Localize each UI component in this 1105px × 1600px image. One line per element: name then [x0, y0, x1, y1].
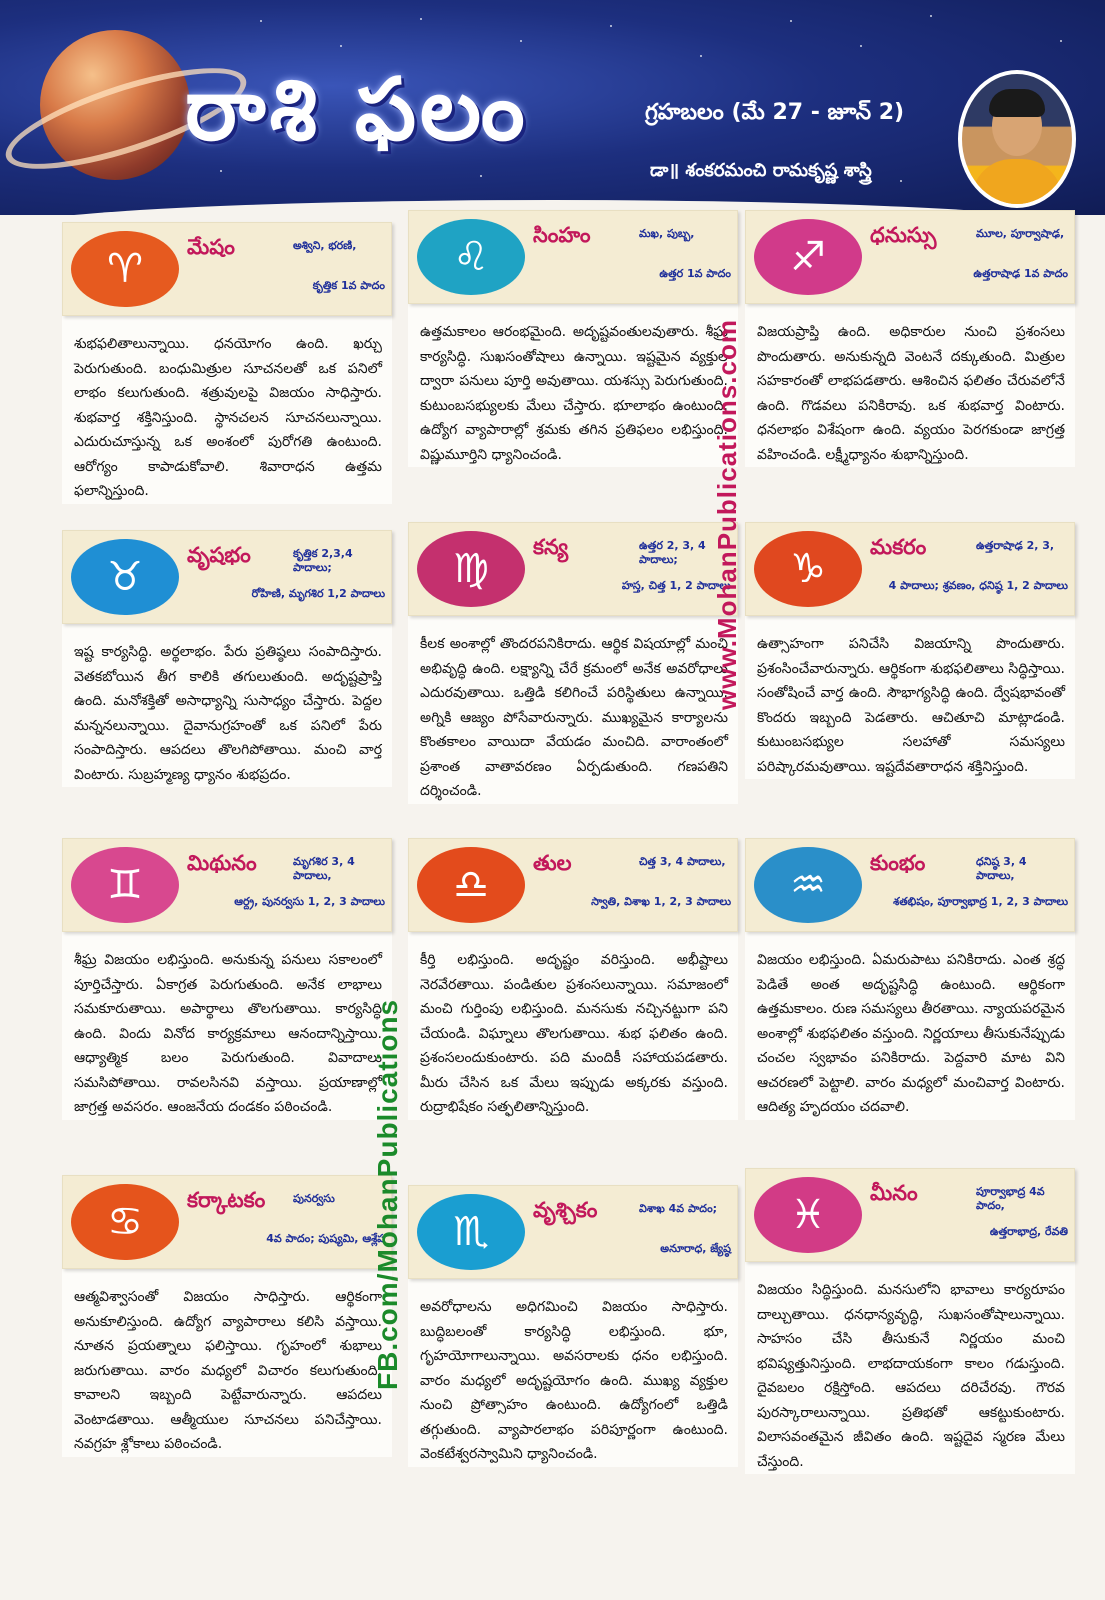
sign-name: తుల: [533, 851, 572, 875]
sign-card-header: [62, 838, 392, 932]
forecast-text: అవరోధాలను అధిగమించి విజయం సాధిస్తారు. బుద్ధిబలంతో కార్యసిద్ధి లభిస్తుంది. భూ, గృహయోగాలున్నాయి. అవసరాలకు ధనం లభిస్తుంది. వారం మధ్యలో అదృష్టయోగం ఉంది. ముఖ్య వ్యక్తుల నుంచి ప్రోత్సాహం ఉంటుంది. ఉద్యోగంలో ఒత్తిడి తగ్గుతుంది. వ్యాపారలాభం పరిపూర్ణంగా ఉంటుంది. వెంకటేశ్వరస్వామిని ధ్యానించండి.: [420, 1299, 728, 1462]
sign-name: కన్య: [533, 535, 569, 559]
sign-card-mithunam: [62, 838, 392, 1120]
nakshatra-line-1: మృగశిర 3, 4 పాదాలు,: [293, 855, 355, 882]
nakshatra-line-2: ఉత్తరాభాద్ర, రేవతి: [989, 1225, 1068, 1238]
forecast-text: విజయం లభిస్తుంది. ఏమరుపాటు పనికిరాదు. ఎంత శ్రద్ధ పెడితే అంత అదృష్టసిద్ధి ఉంటుంది. ఆర్థికంగా ఉత్తమకాలం. రుణ సమస్యలు తీరతాయి. న్యాయపరమైన అంశాల్లో శుభఫలితం వస్తుంది. నిర్ణయాలు తీసుకునేప్పుడు చంచల స్వభావం పనికిరాదు. పెద్దవారి మాట విని ఆచరణలో పెట్టాలి. వారం మధ్యలో మంచివార్త వింటారు. ఆదిత్య హృదయం చదవాలి.: [757, 952, 1065, 1115]
forecast-text: కీర్తి లభిస్తుంది. అదృష్టం వరిస్తుంది. అభీష్టాలు నెరవేరతాయి. పండితుల ప్రశంసలున్నాయి. సమాజంలో మంచి గుర్తింపు లభిస్తుంది. మనసుకు నచ్చినట్టుగా పని చేయండి. విఘ్నాలు తొలగుతాయి. శుభ ఫలితం ఉంది. ప్రశంసలందుకుంటారు. పది మందికీ సహాయపడతారు. మీరు చేసిన ఒక మేలు ఇప్పుడు అక్కరకు వస్తుంది. రుద్రాభిషేకం సత్ఫలితాన్నిస్తుంది.: [420, 952, 728, 1115]
sign-name: కర్కాటకం: [187, 1188, 266, 1212]
nakshatra-line-1: చిత్త 3, 4 పాదాలు,: [639, 855, 726, 868]
taurus-icon: ♉: [71, 539, 179, 615]
sign-card-vruschikam: [408, 1185, 738, 1467]
sign-card-header: [62, 222, 392, 316]
sign-card-kumbham: [745, 838, 1075, 1120]
sign-card-header: [745, 210, 1075, 304]
pisces-icon: ♓: [754, 1177, 862, 1253]
sign-card-header: [745, 838, 1075, 932]
sign-card-header: [62, 1175, 392, 1269]
forecast-text: ఉత్సాహంగా పనిచేసి విజయాన్ని పొందుతారు. ప్రశంసించేవారున్నారు. ఆర్థికంగా శుభఫలితాలు సిద్ధిస్తాయి. సంతోషించే వార్త ఉంది. సౌభాగ్యసిద్ధి ఉంది. ద్వేషభావంతో కొందరు ఇబ్బంది పెడతారు. ఆచితూచి మాట్లాడండి. కుటుంబసభ్యుల సలహాతో సమస్యలు పరిష్కారమవుతాయి. ఇష్టదేవతారాధన శక్తినిస్తుంది.: [757, 636, 1065, 775]
nakshatra-line-1: ఉత్తరాషాఢ 2, 3,: [976, 539, 1055, 552]
sign-card-meenam: [745, 1168, 1075, 1474]
forecast-text: విజయప్రాప్తి ఉంది. అధికారుల నుంచి ప్రశంసలు పొందుతారు. అనుకున్నది వెంటనే దక్కుతుంది. మిత్రుల సహకారంతో లాభపడతారు. ఆశించిన ఫలితం చేరువలోనే ఉంది. గొడవలు పనికిరావు. ఒక శుభవార్త వింటారు. ధనలాభం విశేషంగా ఉంది. వ్యయం పెరగకుండా జాగ్రత్త వహించండి. లక్ష్మీధ్యానం శుభాన్నిస్తుంది.: [757, 324, 1065, 463]
sign-name: సింహం: [533, 223, 591, 247]
nakshatra-line-1: ఉత్తర 2, 3, 4 పాదాలు;: [639, 539, 706, 566]
aquarius-icon: ♒: [754, 847, 862, 923]
nakshatra-line-2: ఆర్ద్ర, పునర్వసు 1, 2, 3 పాదాలు: [234, 895, 385, 908]
author-photo: [958, 70, 1076, 208]
sign-name: వృషభం: [187, 543, 251, 567]
sign-name: మేషం: [187, 235, 235, 259]
scorpio-icon: ♏: [417, 1194, 525, 1270]
forecast-text: ఆత్మవిశ్వాసంతో విజయం సాధిస్తారు. ఆర్థికంగా అనుకూలిస్తుంది. ఉద్యోగ వ్యాపారాలు కలిసి వస్తాయి. నూతన ప్రయత్నాలు ఫలిస్తాయి. గృహంలో శుభాలు జరుగుతాయి. వారం మధ్యలో విచారం కలుగుతుంది. కావాలని ఇబ్బంది పెట్టేవారున్నారు. ఆపదలు వెంటాడతాయి. ఆత్మీయుల సూచనలు పనిచేస్తాయి. నవగ్రహ శ్లోకాలు పఠించండి.: [74, 1289, 382, 1452]
nakshatra-line-2: 4 పాదాలు; శ్రవణం, ధనిష్ఠ 1, 2 పాదాలు: [888, 579, 1068, 592]
website-watermark: www.MohanPublications.com: [712, 319, 742, 710]
sign-card-tula: [408, 838, 738, 1120]
sign-card-karkatakam: [62, 1175, 392, 1457]
nakshatra-line-2: కృత్తిక 1వ పాదం: [312, 279, 385, 292]
nakshatra-line-2: శతభిషం, పూర్వాభాద్ర 1, 2, 3 పాదాలు: [893, 895, 1068, 908]
forecast-text: ఉత్తమకాలం ఆరంభమైంది. అదృష్టవంతులవుతారు. శీఘ్ర కార్యసిద్ధి. సుఖసంతోషాలు ఉన్నాయి. ఇష్టమైన వ్యక్తుల ద్వారా పనులు పూర్తి అవుతాయి. యశస్సు పెరుగుతుంది. కుటుంబసభ్యులకు మేలు చేస్తారు. భూలాభం ఉంటుంది. ఉద్యోగ వ్యాపారాల్లో శ్రమకు తగిన ప్రతిఫలం లభిస్తుంది. విష్ణుమూర్తిని ధ్యానించండి.: [420, 324, 728, 463]
sign-name: మీనం: [870, 1181, 918, 1205]
aries-icon: ♈: [71, 231, 179, 307]
nakshatra-line-2: ఉత్తరాషాఢ 1వ పాదం: [973, 267, 1068, 280]
sagittarius-icon: ♐: [754, 219, 862, 295]
nakshatra-line-2: ఉత్తర 1వ పాదం: [659, 267, 731, 280]
sign-card-header: [745, 522, 1075, 616]
sign-name: ధనుస్సు: [870, 223, 937, 247]
sign-card-makaram: [745, 522, 1075, 779]
nakshatra-line-1: కృత్తిక 2,3,4 పాదాలు;: [293, 547, 353, 574]
cancer-icon: ♋: [71, 1184, 179, 1260]
forecast-text: శుభఫలితాలున్నాయి. ధనయోగం ఉంది. ఖర్చు పెరుగుతుంది. బంధుమిత్రుల సూచనలతో ఒక పనిలో లాభం కలుగుతుంది. శత్రువులపై విజయం సాధిస్తారు. శుభవార్త శక్తినిస్తుంది. స్థానచలన సూచనలున్నాయి. ఎదురుచూస్తున్న ఒక అంశంలో పురోగతి ఉంటుంది. ఆరోగ్యం కాపాడుకోవాలి. శివారాధన ఉత్తమ ఫలాన్నిస్తుంది.: [74, 336, 382, 499]
sign-card-header: [408, 838, 738, 932]
sign-card-vrushabham: [62, 530, 392, 787]
capricorn-icon: ♑: [754, 531, 862, 607]
sign-card-header: [745, 1168, 1075, 1262]
sign-name: కుంభం: [870, 851, 926, 875]
nakshatra-line-1: అశ్విని, భరణి,: [293, 239, 357, 252]
nakshatra-line-2: హస్త, చిత్త 1, 2 పాదాలు: [621, 579, 731, 592]
sign-name: మకరం: [870, 535, 927, 559]
libra-icon: ♎: [417, 847, 525, 923]
sign-name: వృశ్చికం: [533, 1198, 598, 1222]
nakshatra-line-1: పునర్వసు: [293, 1192, 335, 1205]
nakshatra-line-2: స్వాతి, విశాఖ 1, 2, 3 పాదాలు: [591, 895, 731, 908]
author-name: డా॥ శంకరమంచి రామకృష్ణ శాస్త్రి: [650, 160, 872, 181]
nakshatra-line-1: మఖ, పుబ్బ,: [639, 227, 695, 240]
nakshatra-line-2: రోహిణి, మృగశిర 1,2 పాదాలు: [251, 587, 385, 600]
sign-card-kanya: [408, 522, 738, 804]
nakshatra-line-1: పూర్వాభాద్ర 4వ పాదం,: [976, 1185, 1045, 1212]
facebook-watermark: FB.com/MohanPublications: [372, 998, 403, 1390]
forecast-text: ఇష్ట కార్యసిద్ధి. అర్థలాభం. పేరు ప్రతిష్ఠలు సంపాదిస్తారు. వెతకబోయిన తీగ కాలికి తగులుతుంది. అదృష్టప్రాప్తి ఉంది. మనోశక్తితో అసాధ్యాన్ని సుసాధ్యం చేస్తారు. పెద్దల మన్ననలున్నాయి. దైవానుగ్రహంతో ఒక పనిలో పేరు సంపాదిస్తారు. ఆపదలు తొలగిపోతాయి. మంచి వార్త వింటారు. సుబ్రహ్మణ్య ధ్యానం శుభప్రదం.: [74, 644, 382, 783]
forecast-text: విజయం సిద్ధిస్తుంది. మనసులోని భావాలు కార్యరూపం దాల్చుతాయి. ధనధాన్యవృద్ధి, సుఖసంతోషాలున్నాయి. సాహసం చేసి తీసుకునే నిర్ణయం మంచి భవిష్యత్తునిస్తుంది. లాభదాయకంగా కాలం గడుస్తుంది. దైవబలం రక్షిస్తోంది. ఆపదలు దరిచేరవు. గౌరవ పురస్కారాలున్నాయి. ప్రతిభతో ఆకట్టుకుంటారు. విలాసవంతమైన జీవితం ఉంది. ఇష్టదైవ స్మరణ మేలు చేస్తుంది.: [757, 1282, 1065, 1470]
masthead: [0, 0, 1105, 215]
sign-card-header: [408, 210, 738, 304]
gemini-icon: ♊: [71, 847, 179, 923]
sign-card-header: [408, 522, 738, 616]
virgo-icon: ♍: [417, 531, 525, 607]
sign-card-header: [62, 530, 392, 624]
nakshatra-line-2: 4వ పాదం; పుష్యమి, ఆశ్లేష: [266, 1232, 385, 1245]
sign-card-header: [408, 1185, 738, 1279]
nakshatra-line-1: విశాఖ 4వ పాదం;: [639, 1202, 718, 1215]
forecast-text: శీఘ్ర విజయం లభిస్తుంది. అనుకున్న పనులు సకాలంలో పూర్తిచేస్తారు. ఏకాగ్రత పెరుగుతుంది. అనేక లాభాలు సమకూరుతాయి. అపార్థాలు తొలగుతాయి. కార్యసిద్ధి ఉంది. విందు వినోద కార్యక్రమాలు ఆనందాన్నిస్తాయి. ఆధ్యాత్మిక బలం పెరుగుతుంది. వివాదాలు సమసిపోతాయి. రావలసినవి వస్తాయి. ప్రయాణాల్లో జాగ్రత్త అవసరం. ఆంజనేయ దండకం పఠించండి.: [74, 952, 382, 1115]
nakshatra-line-1: ధనిష్ఠ 3, 4 పాదాలు,: [976, 855, 1027, 882]
sign-card-simham: [408, 210, 738, 467]
nakshatra-line-1: మూల, పూర్వాషాఢ,: [976, 227, 1065, 240]
page-title: రాశి ఫలం: [185, 60, 529, 160]
sign-name: మిథునం: [187, 851, 257, 875]
leo-icon: ♌: [417, 219, 525, 295]
nakshatra-line-2: అనూరాధ, జ్యేష్ఠ: [660, 1242, 731, 1255]
forecast-text: కీలక అంశాల్లో తొందరపనికిరాదు. ఆర్థిక విషయాల్లో మంచి అభివృద్ధి ఉంది. లక్ష్యాన్ని చేరే క్రమంలో అనేక అవరోధాలు ఎదురవుతాయి. ఒత్తిడి కలిగించే పరిస్థితులు ఉన్నాయి. అగ్నికి ఆజ్యం పోసేవారున్నారు. ముఖ్యమైన కార్యాలను కొంతకాలం వాయిదా వేయడం మంచిది. వారాంతంలో ప్రశాంత వాతావరణం ఏర్పడుతుంది. గణపతిని దర్శించండి.: [420, 636, 728, 799]
sign-card-dhanussu: [745, 210, 1075, 467]
sign-card-mesham: [62, 222, 392, 504]
week-range: గ్రహబలం (మే 27 - జూన్ 2): [645, 100, 905, 125]
